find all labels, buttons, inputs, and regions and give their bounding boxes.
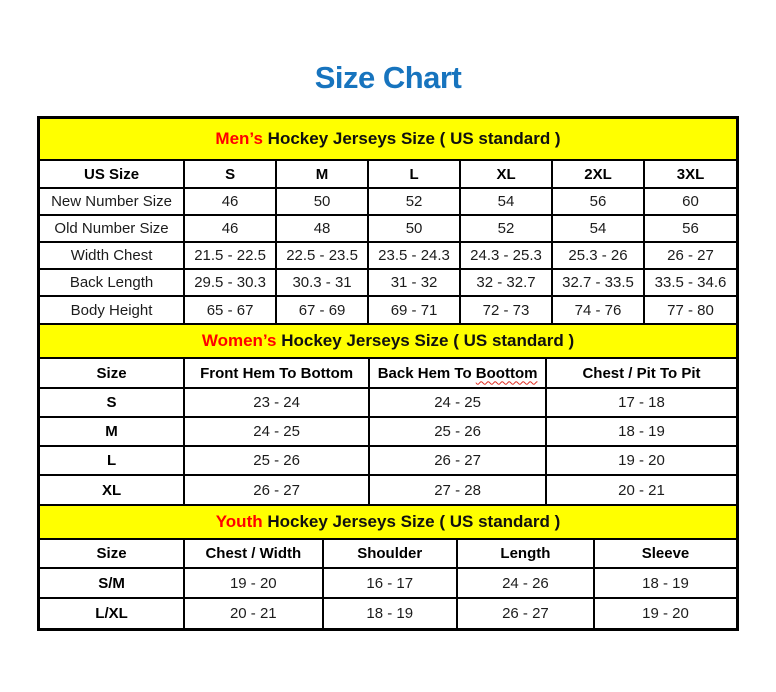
section-title-text: Hockey Jerseys Size ( US standard ) [262, 512, 561, 531]
table-row [40, 242, 736, 269]
size-value-cell: 26 - 27 [184, 475, 369, 504]
row-label: Width Chest [40, 242, 184, 269]
size-value-cell: 56 [552, 188, 644, 215]
table-row [40, 215, 736, 242]
size-value-cell: 77 - 80 [644, 296, 736, 323]
size-value-cell: 23 - 24 [184, 388, 369, 417]
size-value-cell: 25 - 26 [184, 446, 369, 475]
row-label: L/XL [40, 598, 184, 628]
size-value-cell: 24 - 26 [457, 568, 594, 598]
column-header: Size [40, 540, 184, 568]
table-row [40, 598, 736, 628]
column-header: Front Hem To Bottom [184, 359, 369, 388]
table-row [40, 388, 736, 417]
table-row [40, 269, 736, 296]
size-value-cell: 19 - 20 [184, 568, 323, 598]
size-value-cell: 18 - 19 [323, 598, 457, 628]
size-value-cell: 32 - 32.7 [460, 269, 552, 296]
mens-size-table [40, 161, 736, 323]
size-value-cell: 32.7 - 33.5 [552, 269, 644, 296]
size-value-cell: 69 - 71 [368, 296, 460, 323]
size-value-cell: 26 - 27 [457, 598, 594, 628]
size-value-cell: 54 [460, 188, 552, 215]
size-value-cell: 20 - 21 [184, 598, 323, 628]
column-header: Length [457, 540, 594, 568]
column-header: US Size [40, 161, 184, 188]
column-header: Chest / Pit To Pit [546, 359, 736, 388]
size-value-cell: 50 [276, 188, 368, 215]
size-value-cell: 18 - 19 [594, 568, 736, 598]
row-label: New Number Size [40, 188, 184, 215]
size-value-cell: 24.3 - 25.3 [460, 242, 552, 269]
size-chart-tables [37, 116, 739, 631]
size-value-cell: 60 [644, 188, 736, 215]
column-header: 2XL [552, 161, 644, 188]
size-value-cell: 52 [368, 188, 460, 215]
size-value-cell: 22.5 - 23.5 [276, 242, 368, 269]
section-title-highlight: Youth [215, 512, 263, 531]
column-header: 3XL [644, 161, 736, 188]
column-header: Shoulder [323, 540, 457, 568]
size-value-cell: 74 - 76 [552, 296, 644, 323]
size-value-cell: 26 - 27 [369, 446, 546, 475]
row-label: M [40, 417, 184, 446]
womens-size-table [40, 359, 736, 504]
table-row [40, 188, 736, 215]
column-header: Sleeve [594, 540, 736, 568]
womens-section-header [40, 323, 736, 359]
row-label: Body Height [40, 296, 184, 323]
table-row [40, 296, 736, 323]
size-value-cell: 67 - 69 [276, 296, 368, 323]
youth-section [40, 504, 736, 628]
mens-section [40, 119, 736, 323]
column-header: M [276, 161, 368, 188]
header-row [40, 161, 736, 188]
table-row [40, 417, 736, 446]
size-value-cell: 31 - 32 [368, 269, 460, 296]
size-value-cell: 26 - 27 [644, 242, 736, 269]
size-value-cell: 23.5 - 24.3 [368, 242, 460, 269]
row-label: Back Length [40, 269, 184, 296]
size-value-cell: 25 - 26 [369, 417, 546, 446]
youth-section-header [40, 504, 736, 540]
size-value-cell: 56 [644, 215, 736, 242]
column-header: Chest / Width [184, 540, 323, 568]
size-value-cell: 19 - 20 [546, 446, 736, 475]
youth-size-table [40, 540, 736, 628]
size-value-cell: 72 - 73 [460, 296, 552, 323]
page-title: Size Chart [314, 60, 462, 95]
table-row [40, 475, 736, 504]
size-value-cell: 25.3 - 26 [552, 242, 644, 269]
section-title-highlight: Women’s [201, 331, 277, 350]
section-title-highlight: Men’s [215, 129, 263, 148]
row-label: XL [40, 475, 184, 504]
size-value-cell: 50 [368, 215, 460, 242]
column-header: L [368, 161, 460, 188]
size-value-cell: 17 - 18 [546, 388, 736, 417]
column-header: Back Hem To Boottom [369, 359, 546, 388]
size-value-cell: 46 [184, 215, 276, 242]
column-header: Size [40, 359, 184, 388]
size-value-cell: 18 - 19 [546, 417, 736, 446]
size-value-cell: 48 [276, 215, 368, 242]
section-title-text: Hockey Jerseys Size ( US standard ) [276, 331, 575, 350]
size-value-cell: 30.3 - 31 [276, 269, 368, 296]
size-value-cell: 29.5 - 30.3 [184, 269, 276, 296]
table-row [40, 446, 736, 475]
header-row [40, 540, 736, 568]
size-value-cell: 19 - 20 [594, 598, 736, 628]
mens-section-header [40, 119, 736, 161]
header-row [40, 359, 736, 388]
column-header: XL [460, 161, 552, 188]
size-value-cell: 20 - 21 [546, 475, 736, 504]
misspelled-word: Boottom [475, 364, 538, 382]
row-label: Old Number Size [40, 215, 184, 242]
size-value-cell: 65 - 67 [184, 296, 276, 323]
size-value-cell: 46 [184, 188, 276, 215]
size-value-cell: 54 [552, 215, 644, 242]
size-value-cell: 24 - 25 [369, 388, 546, 417]
size-value-cell: 27 - 28 [369, 475, 546, 504]
table-row [40, 568, 736, 598]
column-header: S [184, 161, 276, 188]
size-value-cell: 33.5 - 34.6 [644, 269, 736, 296]
size-value-cell: 24 - 25 [184, 417, 369, 446]
row-label: L [40, 446, 184, 475]
section-title-text: Hockey Jerseys Size ( US standard ) [262, 129, 561, 148]
row-label: S/M [40, 568, 184, 598]
row-label: S [40, 388, 184, 417]
size-value-cell: 16 - 17 [323, 568, 457, 598]
womens-section [40, 323, 736, 504]
size-value-cell: 21.5 - 22.5 [184, 242, 276, 269]
size-value-cell: 52 [460, 215, 552, 242]
